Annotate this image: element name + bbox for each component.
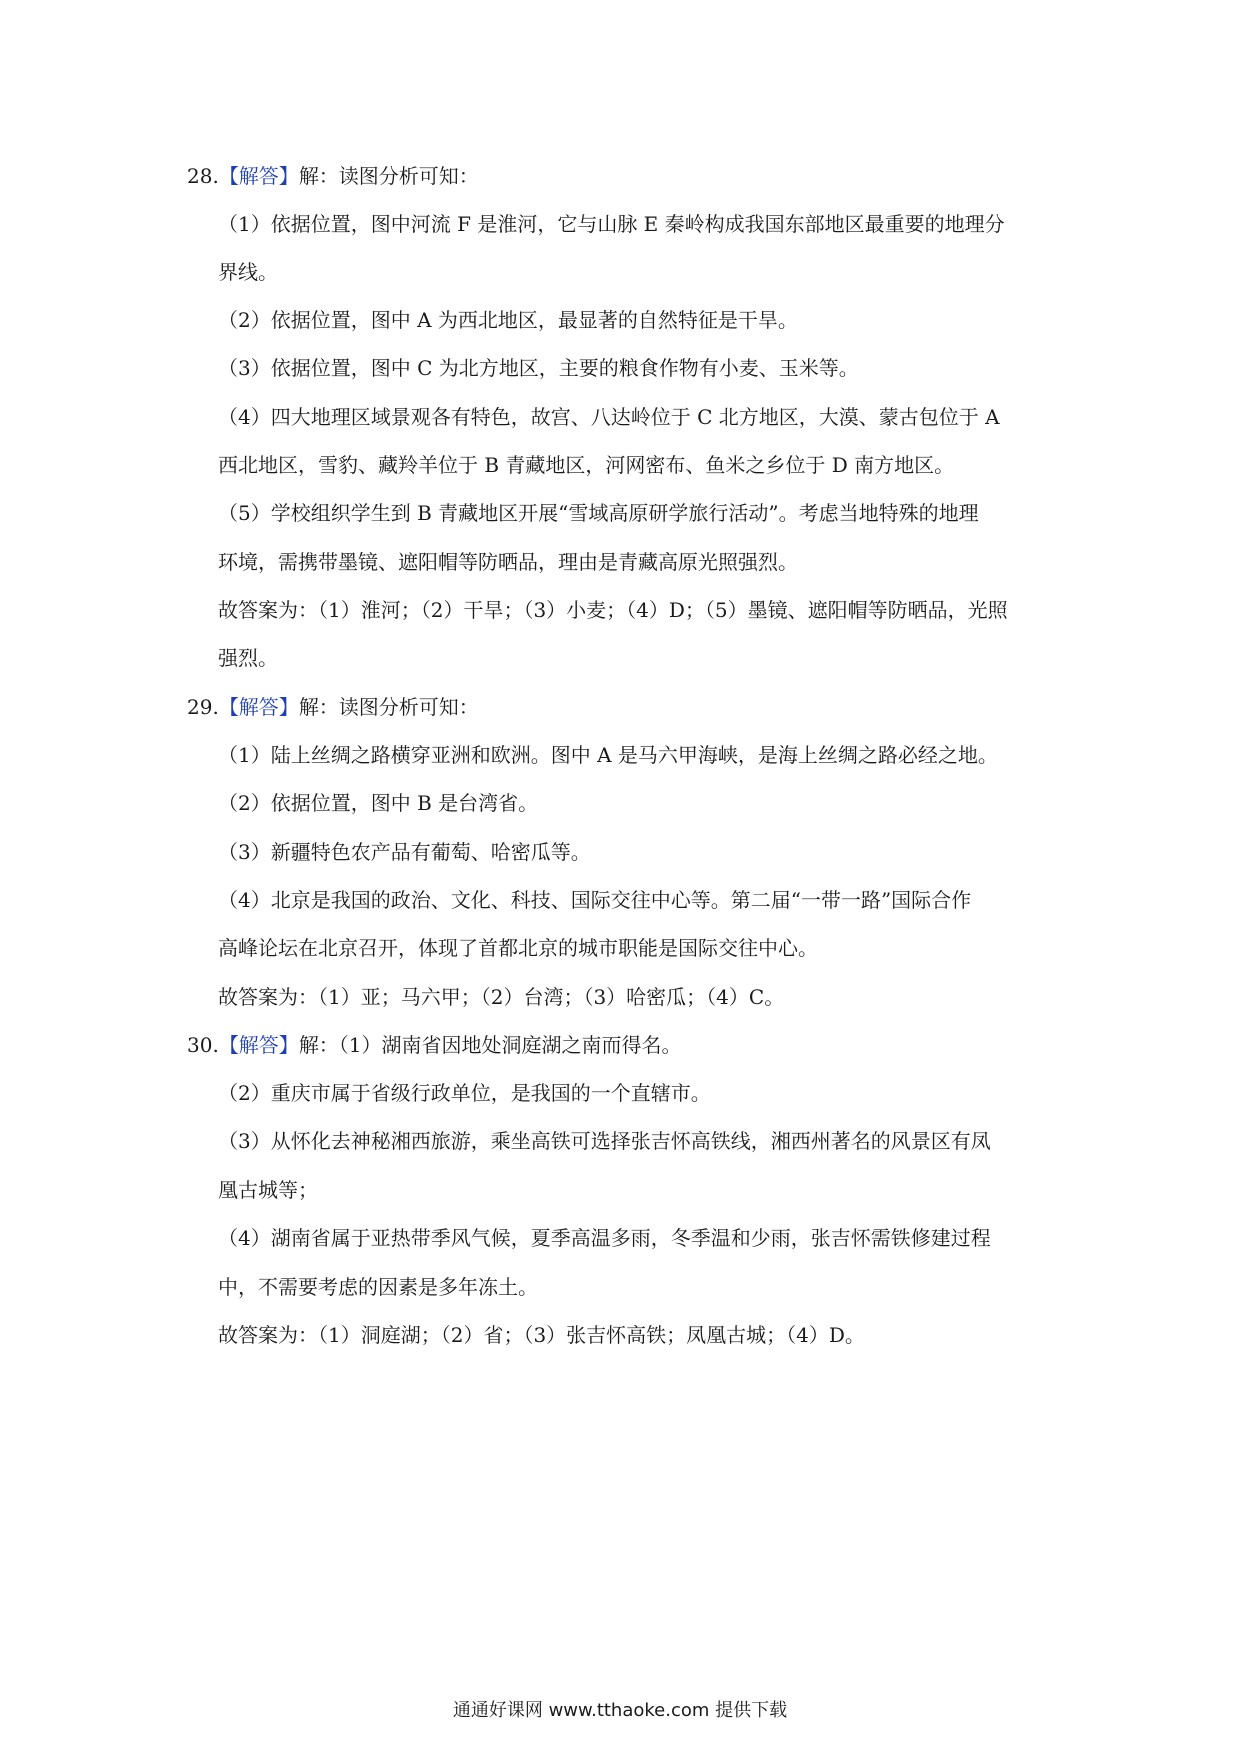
q28-line-1b: 界线。 xyxy=(218,260,278,284)
q28-intro: 解：读图分析可知： xyxy=(298,164,479,188)
q29-line-4a: （4）北京是我国的政治、文化、科技、国际交往中心等。第二届“一带一路”国际合作 xyxy=(218,888,972,912)
q29-line-2: （2）依据位置，图中 B 是台湾省。 xyxy=(218,791,539,815)
q30-line-4a: （4）湖南省属于亚热带季风气候，夏季高温多雨，冬季温和少雨，张吉怀需铁修建过程 xyxy=(218,1226,991,1250)
q28-line-4b: 西北地区，雪豹、藏羚羊位于 B 青藏地区，河网密布、鱼米之乡位于 D 南方地区。 xyxy=(218,453,955,477)
q28-number: 28. xyxy=(187,164,219,188)
page-footer: 通通好课网 www.tthaoke.com 提供下载 xyxy=(452,1700,788,1721)
q28-line-2: （2）依据位置，图中 A 为西北地区，最显著的自然特征是干旱。 xyxy=(218,308,798,332)
q30-line-3a: （3）从怀化去神秘湘西旅游，乘坐高铁可选择张吉怀高铁线，湘西州著名的风景区有凤 xyxy=(218,1129,991,1153)
q29-number: 29. xyxy=(187,695,219,719)
q29-line-3: （3）新疆特色农产品有葡萄、哈密瓜等。 xyxy=(218,840,591,864)
q30-line-2: （2）重庆市属于省级行政单位，是我国的一个直辖市。 xyxy=(218,1081,711,1105)
q28-heading xyxy=(187,162,479,190)
q28-line-3: （3）依据位置，图中 C 为北方地区，主要的粮食作物有小麦、玉米等。 xyxy=(218,356,859,380)
q30-line-4b: 中，不需要考虑的因素是多年冻土。 xyxy=(218,1275,538,1299)
q29-heading xyxy=(187,693,479,721)
q28-answer-a: 故答案为：（1）淮河；（2）干旱；（3）小麦；（4）D；（5）墨镜、遮阳帽等防晒品，光照 xyxy=(218,598,1008,622)
q28-line-4a: （4）四大地理区域景观各有特色，故宫、八达岭位于 C 北方地区，大漠、蒙古包位于 A xyxy=(218,405,1000,429)
q30-answer: 故答案为：（1）洞庭湖；（2）省；（3）张吉怀高铁；凤凰古城；（4）D。 xyxy=(218,1323,865,1347)
q29-answer: 故答案为：（1）亚；马六甲；（2）台湾；（3）哈密瓜；（4）C。 xyxy=(218,985,785,1009)
q30-number: 30. xyxy=(187,1033,219,1057)
q29-answer-tag: 【解答】 xyxy=(218,695,299,719)
q28-line-5b: 环境，需携带墨镜、遮阳帽等防晒品，理由是青藏高原光照强烈。 xyxy=(218,550,798,574)
q29-line-4b: 高峰论坛在北京召开，体现了首都北京的城市职能是国际交往中心。 xyxy=(218,936,818,960)
q28-answer-b: 强烈。 xyxy=(218,646,278,670)
q28-answer-tag: 【解答】 xyxy=(218,164,299,188)
q28-line-5a: （5）学校组织学生到 B 青藏地区开展“雪域高原研学旅行活动”。考虑当地特殊的地理 xyxy=(218,501,979,525)
q29-line-1: （1）陆上丝绸之路横穿亚洲和欧洲。图中 A 是马六甲海峡，是海上丝绸之路必经之地。 xyxy=(218,743,998,767)
q30-line-3b: 凰古城等； xyxy=(218,1178,318,1202)
q30-heading xyxy=(187,1031,682,1059)
q29-intro: 解：读图分析可知： xyxy=(298,695,479,719)
q30-intro: 解：（1）湖南省因地处洞庭湖之南而得名。 xyxy=(298,1033,682,1057)
q28-line-1a: （1）依据位置，图中河流 F 是淮河，它与山脉 E 秦岭构成我国东部地区最重要的地理分 xyxy=(218,212,1005,236)
q30-answer-tag: 【解答】 xyxy=(218,1033,299,1057)
